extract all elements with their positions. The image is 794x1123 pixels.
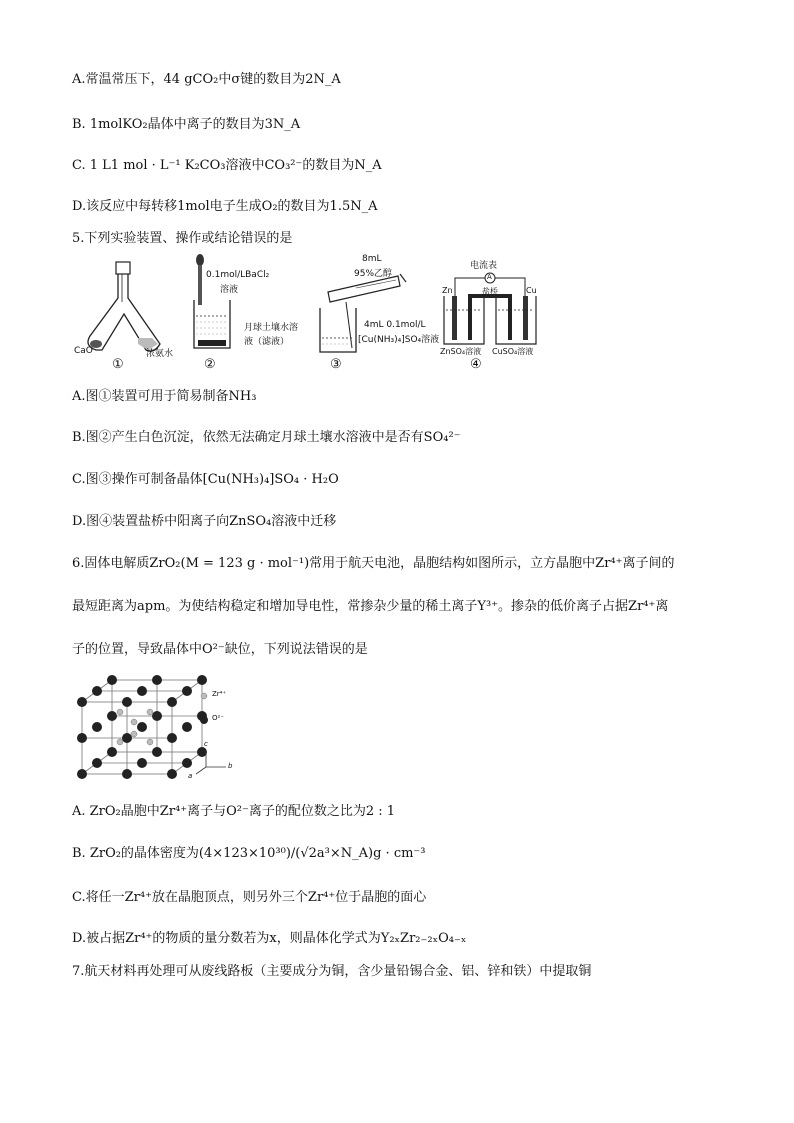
q6-option-d: D.被占据Zr⁴⁺的物质的量分数若为x，则晶体化学式为Y₂ₓZr₂₋₂ₓO₄₋ₓ: [72, 931, 467, 946]
q4-option-a: A.常温常压下，44 gCO₂中σ键的数目为2N_A: [72, 72, 341, 87]
legend-zr: Zr⁴⁺: [212, 690, 227, 698]
q6-stem-line-3: 子的位置，导致晶体中O²⁻缺位，下列说法错误的是: [72, 642, 368, 657]
fig4-label-salt-bridge: 盐桥: [482, 287, 498, 296]
q5-option-a: A.图①装置可用于简易制备NH₃: [72, 389, 257, 404]
fig4-label-cuso4: CuSO₄溶液: [492, 347, 534, 356]
zro2-crystal-figure: [72, 672, 252, 782]
q7-stem: 7.航天材料再处理可从废线路板（主要成分为铜，含少量铅锡合金、铝、锌和铁）中提取铜: [72, 964, 592, 979]
fig4-label-ammeter: 电流表: [470, 261, 498, 271]
q6-option-c: C.将任一Zr⁴⁺放在晶胞顶点，则另外三个Zr⁴⁺位于晶胞的面心: [72, 890, 427, 905]
axis-b-label: b: [228, 762, 233, 770]
fig1-label-cao: CaO: [74, 346, 93, 356]
q5-stem: 5.下列实验装置、操作或结论错误的是: [72, 231, 293, 246]
q4-option-d: D.该反应中每转移1mol电子生成O₂的数目为1.5N_A: [72, 199, 378, 214]
crystal-lattice-diagram: [72, 672, 252, 782]
axis-c-label: c: [204, 740, 208, 748]
galvanic-cell-diagram: [440, 256, 540, 360]
fig2-label-lunar: 月球土壤水溶: [244, 323, 299, 333]
apparatus-figure-3: [316, 252, 446, 362]
legend-o: O²⁻: [212, 714, 225, 722]
fig2-label-filtrate: 液（滤液）: [244, 337, 290, 347]
fig3-number: ③: [330, 357, 342, 372]
fig3-label-4ml: 4mL 0.1mol/L: [364, 320, 426, 330]
fig1-label-ammonia: 浓氨水: [146, 349, 174, 359]
fig2-label-bacl2: 0.1mol/LBaCl₂: [206, 270, 270, 280]
q6-option-a: A. ZrO₂晶胞中Zr⁴⁺离子与O²⁻离子的配位数之比为2 : 1: [72, 804, 396, 819]
q5-option-b: B.图②产生白色沉淀，依然无法确定月球土壤水溶液中是否有SO₄²⁻: [72, 430, 461, 445]
fig4-label-znso4: ZnSO₄溶液: [440, 347, 482, 356]
q5-option-d: D.图④装置盐桥中阳离子向ZnSO₄溶液中迁移: [72, 514, 337, 529]
axis-a-label: a: [188, 772, 193, 780]
apparatus-figure-4: [440, 256, 540, 360]
fig4-label-cu: Cu: [526, 286, 537, 295]
fig2-number: ②: [204, 357, 216, 372]
fig3-label-8ml: 8mL: [362, 254, 382, 264]
q6-stem-line-2: 最短距离为apm。为使结构稳定和增加导电性，常掺杂少量的稀土离子Y³⁺。掺杂的低价离子占据Zr⁴⁺离: [72, 599, 669, 614]
q6-option-b: B. ZrO₂的晶体密度为(4×123×10³⁰)/(√2a³×N_A)g · cm⁻³: [72, 846, 426, 861]
q4-option-c: C. 1 L1 mol · L⁻¹ K₂CO₃溶液中CO₃²⁻的数目为N_A: [72, 158, 382, 173]
fig4-label-a: A: [487, 273, 492, 281]
apparatus-figure-1: [72, 258, 192, 373]
q6-stem-line-1: 6.固体电解质ZrO₂(M = 123 g · mol⁻¹)常用于航天电池，晶胞结构如图所示，立方晶胞中Zr⁴⁺离子间的: [72, 556, 675, 571]
fig4-number: ④: [470, 357, 482, 372]
q5-option-c: C.图③操作可制备晶体[Cu(NH₃)₄]SO₄ · H₂O: [72, 472, 339, 487]
q4-option-b: B. 1molKO₂晶体中离子的数目为3N_A: [72, 117, 301, 132]
fig2-label-solution: 溶液: [220, 285, 239, 295]
fig1-number: ①: [112, 357, 124, 372]
fig4-label-zn: Zn: [442, 286, 453, 295]
apparatus-figure-2: [190, 252, 320, 362]
fig3-label-ethanol: 95%乙醇: [354, 269, 393, 279]
fig3-label-complex: [Cu(NH₃)₄]SO₄溶液: [358, 335, 440, 345]
